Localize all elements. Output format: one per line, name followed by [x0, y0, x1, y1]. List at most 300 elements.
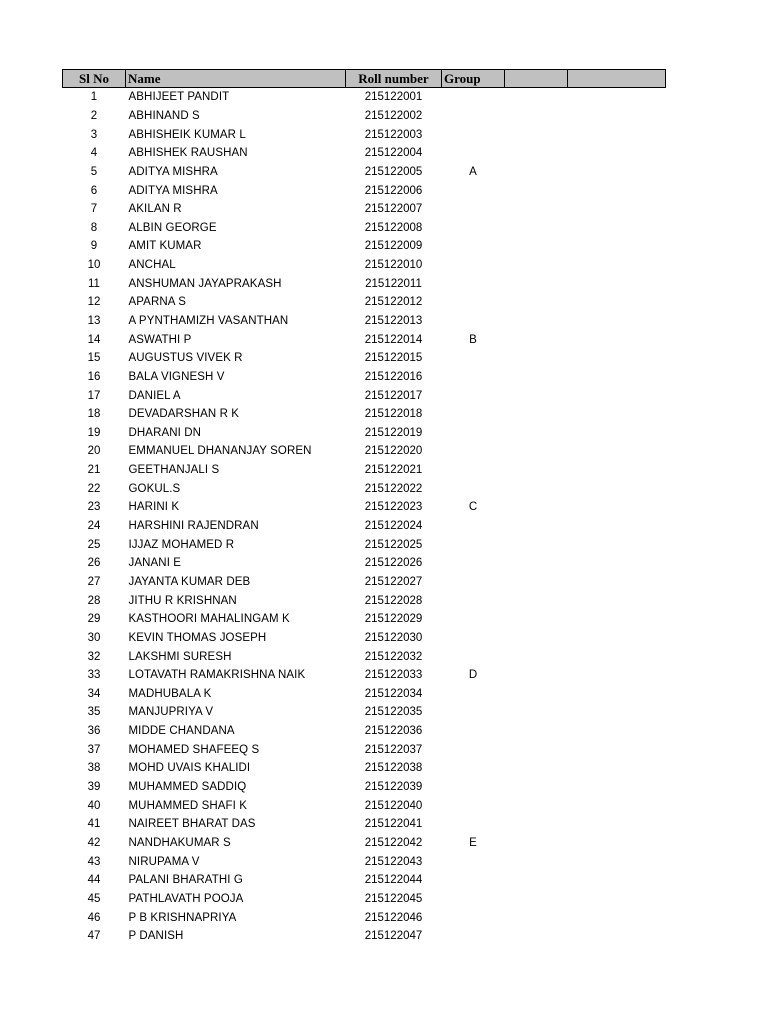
group-cell [442, 386, 505, 405]
roll-number-cell: 215122002 [364, 109, 423, 122]
table-row [63, 890, 666, 909]
empty-cell [568, 535, 666, 554]
empty-cell [505, 405, 568, 424]
table-row [63, 386, 666, 405]
group-cell [442, 927, 505, 946]
group-cell [442, 871, 505, 890]
empty-cell [505, 908, 568, 927]
sl-no-cell: 1 [90, 91, 98, 104]
group-cell [442, 274, 505, 293]
group-cell [442, 629, 505, 648]
empty-cell [568, 871, 666, 890]
empty-cell [568, 461, 666, 480]
group-cell [442, 647, 505, 666]
sl-no-cell: 23 [87, 501, 101, 514]
roll-number-cell: 215122038 [364, 762, 423, 775]
table-row [63, 349, 666, 368]
table-row [63, 834, 666, 853]
sl-no-cell: 32 [87, 650, 101, 663]
header-row [63, 70, 666, 88]
name-cell: APARNA S [128, 296, 186, 309]
empty-cell [505, 685, 568, 704]
sl-no-cell: 26 [87, 557, 101, 570]
sl-no-cell: 46 [87, 911, 101, 924]
name-cell: P B KRISHNAPRIYA [128, 911, 237, 924]
table-row [63, 125, 666, 144]
sl-no-cell: 25 [87, 538, 101, 551]
sl-no-cell: 39 [87, 781, 101, 794]
table-row [63, 685, 666, 704]
table-row [63, 815, 666, 834]
roll-number-cell: 215122021 [364, 464, 423, 477]
empty-cell [505, 573, 568, 592]
empty-cell [505, 274, 568, 293]
name-cell: HARINI K [128, 501, 180, 514]
roll-number-cell: 215122044 [364, 874, 423, 887]
roll-number-cell: 215122007 [364, 203, 423, 216]
roll-number-cell: 215122016 [364, 370, 423, 383]
roll-number-cell: 215122030 [364, 631, 423, 644]
header-empty-1 [505, 70, 568, 88]
name-cell: NAIREET BHARAT DAS [128, 818, 256, 831]
empty-cell [568, 927, 666, 946]
empty-cell [568, 908, 666, 927]
empty-cell [505, 871, 568, 890]
name-cell: P DANISH [128, 930, 184, 943]
group-cell [442, 424, 505, 443]
roll-number-cell: 215122034 [364, 687, 423, 700]
name-cell: IJJAZ MOHAMED R [128, 538, 235, 551]
table-row [63, 274, 666, 293]
group-cell [442, 107, 505, 126]
group-cell [442, 368, 505, 387]
sl-no-cell: 36 [87, 725, 101, 738]
table-row [63, 368, 666, 387]
table-row [63, 442, 666, 461]
empty-cell [568, 722, 666, 741]
roll-number-cell: 215122022 [364, 482, 423, 495]
header-roll-number: Roll number [346, 70, 442, 88]
sl-no-cell: 13 [87, 315, 101, 327]
group-cell: E [469, 836, 477, 849]
empty-cell [568, 424, 666, 443]
sl-no-cell: 6 [90, 184, 98, 197]
empty-cell [505, 591, 568, 610]
name-cell: ADITYA MISHRA [128, 184, 218, 197]
table-row [63, 218, 666, 237]
sl-no-cell: 11 [88, 277, 100, 290]
sl-no-cell: 33 [87, 669, 101, 682]
name-cell: GOKUL.S [128, 482, 181, 495]
sl-no-cell: 40 [87, 799, 101, 812]
group-cell [442, 759, 505, 778]
table-row [63, 796, 666, 815]
empty-cell [505, 479, 568, 498]
table-row [63, 573, 666, 592]
roll-number-cell: 215122028 [364, 594, 423, 607]
table-row [63, 498, 666, 517]
name-cell: JANANI E [128, 557, 182, 570]
group-cell [442, 908, 505, 927]
empty-cell [568, 330, 666, 349]
roll-number-cell: 215122001 [364, 91, 423, 104]
group-cell: B [469, 333, 477, 346]
empty-cell [568, 647, 666, 666]
empty-cell [568, 610, 666, 629]
header-name: Name [126, 70, 346, 88]
empty-cell [505, 666, 568, 685]
group-cell [442, 200, 505, 219]
sl-no-cell: 24 [87, 520, 101, 533]
empty-cell [568, 218, 666, 237]
empty-cell [505, 498, 568, 517]
empty-cell [505, 759, 568, 778]
name-cell: ABHINAND S [128, 109, 200, 122]
roll-number-cell: 215122037 [364, 743, 423, 756]
empty-cell [505, 703, 568, 722]
empty-cell [568, 368, 666, 387]
name-cell: MOHD UVAIS KHALIDI [128, 762, 251, 775]
table-row [63, 405, 666, 424]
table-row [63, 424, 666, 443]
roll-number-cell: 215122008 [364, 221, 423, 234]
table-row [63, 927, 666, 946]
table-row [63, 591, 666, 610]
sl-no-cell: 37 [87, 743, 101, 756]
empty-cell [505, 349, 568, 368]
name-cell: NIRUPAMA V [128, 855, 200, 868]
roll-number-cell: 215122040 [364, 799, 423, 812]
empty-cell [505, 554, 568, 573]
empty-cell [505, 200, 568, 219]
empty-cell [505, 796, 568, 815]
name-cell: BALA VIGNESH V [128, 370, 225, 383]
sl-no-cell: 22 [87, 482, 101, 495]
empty-cell [568, 107, 666, 126]
sl-no-cell: 43 [87, 855, 101, 868]
empty-cell [505, 293, 568, 312]
group-cell [442, 479, 505, 498]
roll-number-cell: 215122032 [364, 650, 423, 663]
roll-number-cell: 215122004 [364, 147, 423, 160]
empty-cell [568, 498, 666, 517]
group-cell: A [469, 165, 477, 178]
name-cell: HARSHINI RAJENDRAN [128, 520, 259, 533]
table-row [63, 517, 666, 536]
table-row [63, 163, 666, 182]
name-cell: ANCHAL [128, 259, 176, 272]
roll-number-cell: 215122033 [364, 669, 423, 682]
empty-cell [505, 442, 568, 461]
group-cell [442, 573, 505, 592]
group-cell [442, 722, 505, 741]
roll-number-cell: 215122043 [364, 855, 423, 868]
empty-cell [568, 890, 666, 909]
group-cell [442, 256, 505, 275]
name-cell: NANDHAKUMAR S [128, 836, 231, 849]
name-cell: ADITYA MISHRA [128, 165, 218, 178]
table-row [63, 200, 666, 219]
table-row [63, 144, 666, 163]
group-cell [442, 125, 505, 144]
roll-number-cell: 215122024 [364, 520, 423, 533]
empty-cell [568, 666, 666, 685]
table-row [63, 330, 666, 349]
sl-no-cell: 42 [87, 836, 101, 849]
header-empty-2 [568, 70, 666, 88]
sl-no-cell: 27 [87, 575, 101, 588]
sl-no-cell: 35 [87, 706, 101, 719]
table-row [63, 181, 666, 200]
sl-no-cell: 15 [87, 352, 101, 365]
empty-cell [568, 200, 666, 219]
group-cell [442, 852, 505, 871]
table-row [63, 722, 666, 741]
roll-number-cell: 215122025 [364, 538, 423, 551]
empty-cell [568, 740, 666, 759]
roll-number-cell: 215122015 [364, 352, 423, 365]
sl-no-cell: 19 [87, 426, 101, 439]
name-cell: GEETHANJALI S [128, 464, 220, 477]
sl-no-cell: 30 [87, 631, 101, 644]
table-row [63, 703, 666, 722]
table-row [63, 759, 666, 778]
name-cell: KASTHOORI MAHALINGAM K [128, 613, 290, 626]
empty-cell [505, 424, 568, 443]
group-cell [442, 237, 505, 256]
header-sl-no: Sl No [63, 70, 126, 88]
sl-no-cell: 2 [90, 109, 98, 122]
table-row [63, 479, 666, 498]
group-cell [442, 144, 505, 163]
name-cell: A PYNTHAMIZH VASANTHAN [128, 315, 289, 327]
table-row [63, 237, 666, 256]
roll-number-cell: 215122020 [364, 445, 423, 458]
empty-cell [568, 237, 666, 256]
roll-number-cell: 215122041 [364, 818, 423, 831]
sl-no-cell: 41 [87, 818, 101, 831]
empty-cell [505, 181, 568, 200]
roll-number-cell: 215122023 [364, 501, 423, 514]
empty-cell [505, 740, 568, 759]
roll-number-cell: 215122035 [364, 706, 423, 719]
roll-number-cell: 215122027 [364, 575, 423, 588]
sl-no-cell: 8 [90, 221, 98, 234]
empty-cell [568, 274, 666, 293]
empty-cell [505, 312, 568, 331]
empty-cell [568, 181, 666, 200]
group-cell [442, 405, 505, 424]
empty-cell [505, 386, 568, 405]
group-cell [442, 815, 505, 834]
name-cell: LAKSHMI SURESH [128, 650, 232, 663]
empty-cell [568, 796, 666, 815]
empty-cell [568, 703, 666, 722]
roll-number-cell: 215122047 [364, 930, 423, 943]
name-cell: JITHU R KRISHNAN [128, 594, 237, 607]
name-cell: JAYANTA KUMAR DEB [128, 575, 251, 588]
table-row [63, 554, 666, 573]
sl-no-cell: 44 [87, 874, 101, 887]
table-row [63, 610, 666, 629]
empty-cell [505, 629, 568, 648]
sl-no-cell: 10 [87, 259, 101, 272]
table-row [63, 871, 666, 890]
group-cell [442, 517, 505, 536]
roll-number-cell: 215122013 [364, 315, 423, 327]
roll-number-cell: 215122011 [365, 277, 422, 290]
roll-number-cell: 215122029 [364, 613, 423, 626]
group-cell [442, 461, 505, 480]
roll-number-cell: 215122046 [364, 911, 423, 924]
empty-cell [568, 163, 666, 182]
sl-no-cell: 4 [90, 147, 98, 160]
empty-cell [568, 573, 666, 592]
name-cell: MANJUPRIYA V [128, 706, 214, 719]
group-cell [442, 181, 505, 200]
roll-number-cell: 215122039 [364, 781, 423, 794]
sl-no-cell: 18 [87, 408, 101, 421]
empty-cell [568, 778, 666, 797]
empty-cell [568, 591, 666, 610]
roll-number-cell: 215122010 [364, 259, 423, 272]
empty-cell [568, 405, 666, 424]
sl-no-cell: 20 [87, 445, 101, 458]
empty-cell [505, 535, 568, 554]
name-cell: PATHLAVATH POOJA [128, 892, 244, 905]
sl-no-cell: 21 [87, 464, 101, 477]
roll-number-cell: 215122026 [364, 557, 423, 570]
empty-cell [568, 629, 666, 648]
name-cell: ANSHUMAN JAYAPRAKASH [128, 277, 282, 290]
name-cell: PALANI BHARATHI G [128, 874, 243, 887]
group-cell [442, 218, 505, 237]
name-cell: MOHAMED SHAFEEQ S [128, 743, 260, 756]
empty-cell [505, 517, 568, 536]
empty-cell [568, 442, 666, 461]
name-cell: ALBIN GEORGE [128, 221, 217, 234]
empty-cell [505, 815, 568, 834]
group-cell: C [468, 501, 478, 514]
sl-no-cell: 14 [87, 333, 101, 346]
roll-number-cell: 215122019 [364, 426, 423, 439]
group-cell [442, 442, 505, 461]
name-cell: ABHIJEET PANDIT [128, 91, 230, 104]
empty-cell [505, 330, 568, 349]
empty-cell [568, 256, 666, 275]
table-row [63, 107, 666, 126]
roll-number-cell: 215122036 [364, 725, 423, 738]
table-row [63, 908, 666, 927]
empty-cell [505, 890, 568, 909]
name-cell: EMMANUEL DHANANJAY SOREN [128, 445, 312, 458]
roll-number-cell: 215122017 [364, 389, 423, 402]
roll-number-cell: 215122012 [364, 296, 423, 309]
table-row [63, 778, 666, 797]
empty-cell [568, 386, 666, 405]
group-cell [442, 591, 505, 610]
empty-cell [505, 125, 568, 144]
name-cell: ABHISHEK RAUSHAN [128, 147, 248, 160]
group-cell [442, 312, 505, 331]
group-cell [442, 778, 505, 797]
roll-number-cell: 215122018 [364, 408, 423, 421]
group-cell: D [468, 669, 478, 682]
group-cell [442, 796, 505, 815]
empty-cell [505, 163, 568, 182]
empty-cell [505, 927, 568, 946]
name-cell: DEVADARSHAN R K [128, 408, 240, 421]
table-row [63, 629, 666, 648]
group-cell [442, 349, 505, 368]
roll-number-cell: 215122009 [364, 240, 423, 253]
empty-cell [505, 256, 568, 275]
empty-cell [568, 144, 666, 163]
empty-cell [505, 778, 568, 797]
group-cell [442, 293, 505, 312]
name-cell: AMIT KUMAR [128, 240, 202, 253]
sl-no-cell: 17 [87, 389, 101, 402]
empty-cell [568, 349, 666, 368]
empty-cell [568, 852, 666, 871]
empty-cell [505, 107, 568, 126]
sl-no-cell: 38 [87, 762, 101, 775]
name-cell: ABHISHEIK KUMAR L [128, 128, 246, 141]
table-row [63, 852, 666, 871]
empty-cell [568, 759, 666, 778]
empty-cell [568, 685, 666, 704]
name-cell: MUHAMMED SHAFI K [128, 799, 248, 812]
roll-number-cell: 215122006 [364, 184, 423, 197]
name-cell: MIDDE CHANDANA [128, 725, 235, 738]
name-cell: ASWATHI P [128, 333, 192, 346]
name-cell: MADHUBALA K [128, 687, 212, 700]
name-cell: AUGUSTUS VIVEK R [128, 352, 243, 365]
empty-cell [505, 722, 568, 741]
sl-no-cell: 45 [87, 892, 101, 905]
name-cell: KEVIN THOMAS JOSEPH [128, 631, 267, 644]
sl-no-cell: 12 [87, 296, 101, 309]
empty-cell [568, 479, 666, 498]
empty-cell [568, 125, 666, 144]
empty-cell [568, 312, 666, 331]
table-row [63, 461, 666, 480]
table-row [63, 647, 666, 666]
group-cell [442, 535, 505, 554]
sl-no-cell: 3 [90, 128, 98, 141]
empty-cell [568, 815, 666, 834]
header-group: Group [442, 70, 505, 88]
group-cell [442, 685, 505, 704]
sl-no-cell: 5 [90, 165, 98, 178]
roll-number-cell: 215122014 [364, 333, 423, 346]
empty-cell [505, 237, 568, 256]
sl-no-cell: 9 [90, 240, 98, 253]
group-cell [442, 610, 505, 629]
table-row [63, 666, 666, 685]
table-row [63, 535, 666, 554]
table-row [63, 293, 666, 312]
roll-number-cell: 215122045 [364, 892, 423, 905]
sl-no-cell: 7 [90, 203, 98, 216]
roll-number-cell: 215122042 [364, 836, 423, 849]
empty-cell [505, 461, 568, 480]
empty-cell [505, 144, 568, 163]
empty-cell [505, 834, 568, 853]
empty-cell [568, 834, 666, 853]
sl-no-cell: 28 [87, 594, 101, 607]
sl-no-cell: 29 [87, 613, 101, 626]
